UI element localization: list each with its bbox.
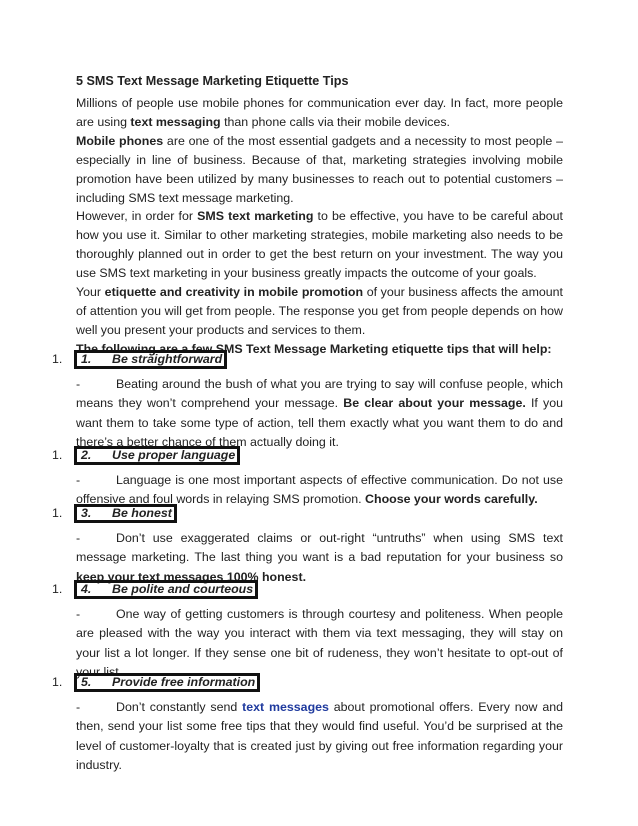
tip-text bbox=[76, 531, 563, 584]
intro-text bbox=[76, 94, 563, 359]
tip-text bbox=[76, 700, 563, 772]
intro-paragraph-2 bbox=[76, 132, 563, 208]
tip-text bbox=[76, 473, 563, 506]
intro-paragraph-4 bbox=[76, 283, 563, 340]
text-run: Don’t use exaggerated claims or out-right “untruths” when using SMS text message marketing. The last thing you want is a bad reputation for your business so bbox=[76, 531, 563, 565]
bold-text-run: etiquette and creativity in mobile promotion bbox=[104, 285, 364, 300]
tip-heading-box bbox=[74, 446, 240, 465]
dash-marker: - bbox=[76, 531, 81, 545]
bold-text-run: keep your text messages 100% honest. bbox=[76, 569, 307, 584]
tip-body bbox=[76, 375, 563, 452]
tip-heading-number: 2. bbox=[81, 448, 92, 462]
text-run: One way of getting customers is through courtesy and politeness. When people are pleased with the way you interact with them via text messaging, they will stay on your list a lot longer. If they sense one bit of rudeness, they won’t hesitate to opt-out of your list. bbox=[76, 607, 563, 679]
intro-paragraph-3 bbox=[76, 207, 563, 283]
intro-paragraph-1 bbox=[76, 94, 563, 132]
text-link[interactable]: text messages bbox=[242, 700, 329, 714]
bold-text-run: SMS text marketing bbox=[197, 209, 314, 224]
text-run: Millions of people use mobile phones for communication ever day. In fact, more people are using bbox=[76, 96, 563, 129]
tip-paragraph bbox=[76, 698, 563, 775]
text-run: Your bbox=[76, 285, 105, 300]
text-run: If you want them to take some type of action, tell them exactly what you want them to do and there’s a better chance of them actually doing it. bbox=[76, 396, 564, 449]
tip-text bbox=[76, 377, 563, 449]
tip-paragraph bbox=[76, 605, 563, 682]
list-marker: 1. bbox=[52, 506, 63, 520]
list-marker: 1. bbox=[52, 352, 63, 366]
tip-body bbox=[76, 529, 563, 587]
tip-body bbox=[76, 605, 563, 682]
text-run: Beating around the bush of what you are trying to say will confuse people, which means they won’t comprehend your message. bbox=[76, 377, 563, 411]
tip-heading-number: 5. bbox=[81, 675, 92, 689]
list-marker: 1. bbox=[52, 582, 63, 596]
tip-heading-text: Be polite and courteous bbox=[112, 582, 254, 596]
text-run: However, in order for bbox=[76, 209, 198, 224]
dash-marker: - bbox=[76, 607, 81, 621]
bold-text-run: The following are a few SMS Text Message Marketing etiquette tips that will help: bbox=[76, 341, 552, 356]
tip-heading-text: Be honest bbox=[112, 506, 172, 520]
text-run: than phone calls via their mobile devices. bbox=[220, 114, 450, 129]
text-run: are one of the most essential gadgets and a necessity to most people – especially in line of business. Because of that, marketing strategies involving mobile promotion have been utilized by many businesses to reach out to potential customers – including SMS text message marketing. bbox=[76, 133, 563, 205]
bold-text-run: Choose your words carefully. bbox=[365, 492, 538, 507]
bold-text-run: text messaging bbox=[130, 114, 221, 129]
tip-heading-box bbox=[74, 504, 177, 523]
text-run: Language is one most important aspects of effective communication. Do not use offensive and foul words in relaying SMS promotion. bbox=[76, 473, 563, 507]
tip-heading-box bbox=[74, 673, 260, 692]
dash-marker: - bbox=[76, 700, 81, 714]
text-run: to be effective, you have to be careful about how you use it. Similar to other marketing strategies, mobile marketing also needs to be thoroughly planned out in order to get the best return on your investment. The way you use SMS text marketing in your business greatly impacts the outcome of your goals. bbox=[76, 209, 563, 281]
tip-heading-text: Provide free information bbox=[112, 675, 256, 689]
dash-marker: - bbox=[76, 377, 81, 391]
list-marker: 1. bbox=[52, 675, 63, 689]
text-run: of your business affects the amount of attention you will get from people. The response you get from people depends on how well you present your products and services to them. bbox=[76, 285, 564, 337]
tip-paragraph bbox=[76, 529, 563, 587]
tip-heading-text: Use proper language bbox=[112, 448, 236, 462]
tip-heading-number: 4. bbox=[81, 582, 92, 596]
tip-heading-box bbox=[74, 350, 227, 369]
tip-heading-box bbox=[74, 580, 258, 599]
tip-heading-number: 3. bbox=[81, 506, 92, 520]
tip-heading-text: Be straightforward bbox=[112, 352, 223, 366]
document-title: 5 SMS Text Message Marketing Etiquette Tips bbox=[76, 74, 349, 88]
tip-text bbox=[76, 607, 563, 679]
text-run: about promotional offers. Every now and then, send your list some free tips that they would find useful. You’d be surprised at the level of customer-loyalty that is created just by giving out free information regarding your industry. bbox=[76, 700, 563, 772]
bold-text-run: Mobile phones bbox=[76, 133, 164, 148]
dash-marker: - bbox=[76, 473, 81, 487]
tip-heading-number: 1. bbox=[81, 352, 92, 366]
tip-body bbox=[76, 698, 563, 775]
list-marker: 1. bbox=[52, 448, 63, 462]
tip-paragraph bbox=[76, 375, 563, 452]
bold-text-run: Be clear about your message. bbox=[343, 396, 526, 411]
text-run: Don’t constantly send bbox=[116, 700, 243, 714]
